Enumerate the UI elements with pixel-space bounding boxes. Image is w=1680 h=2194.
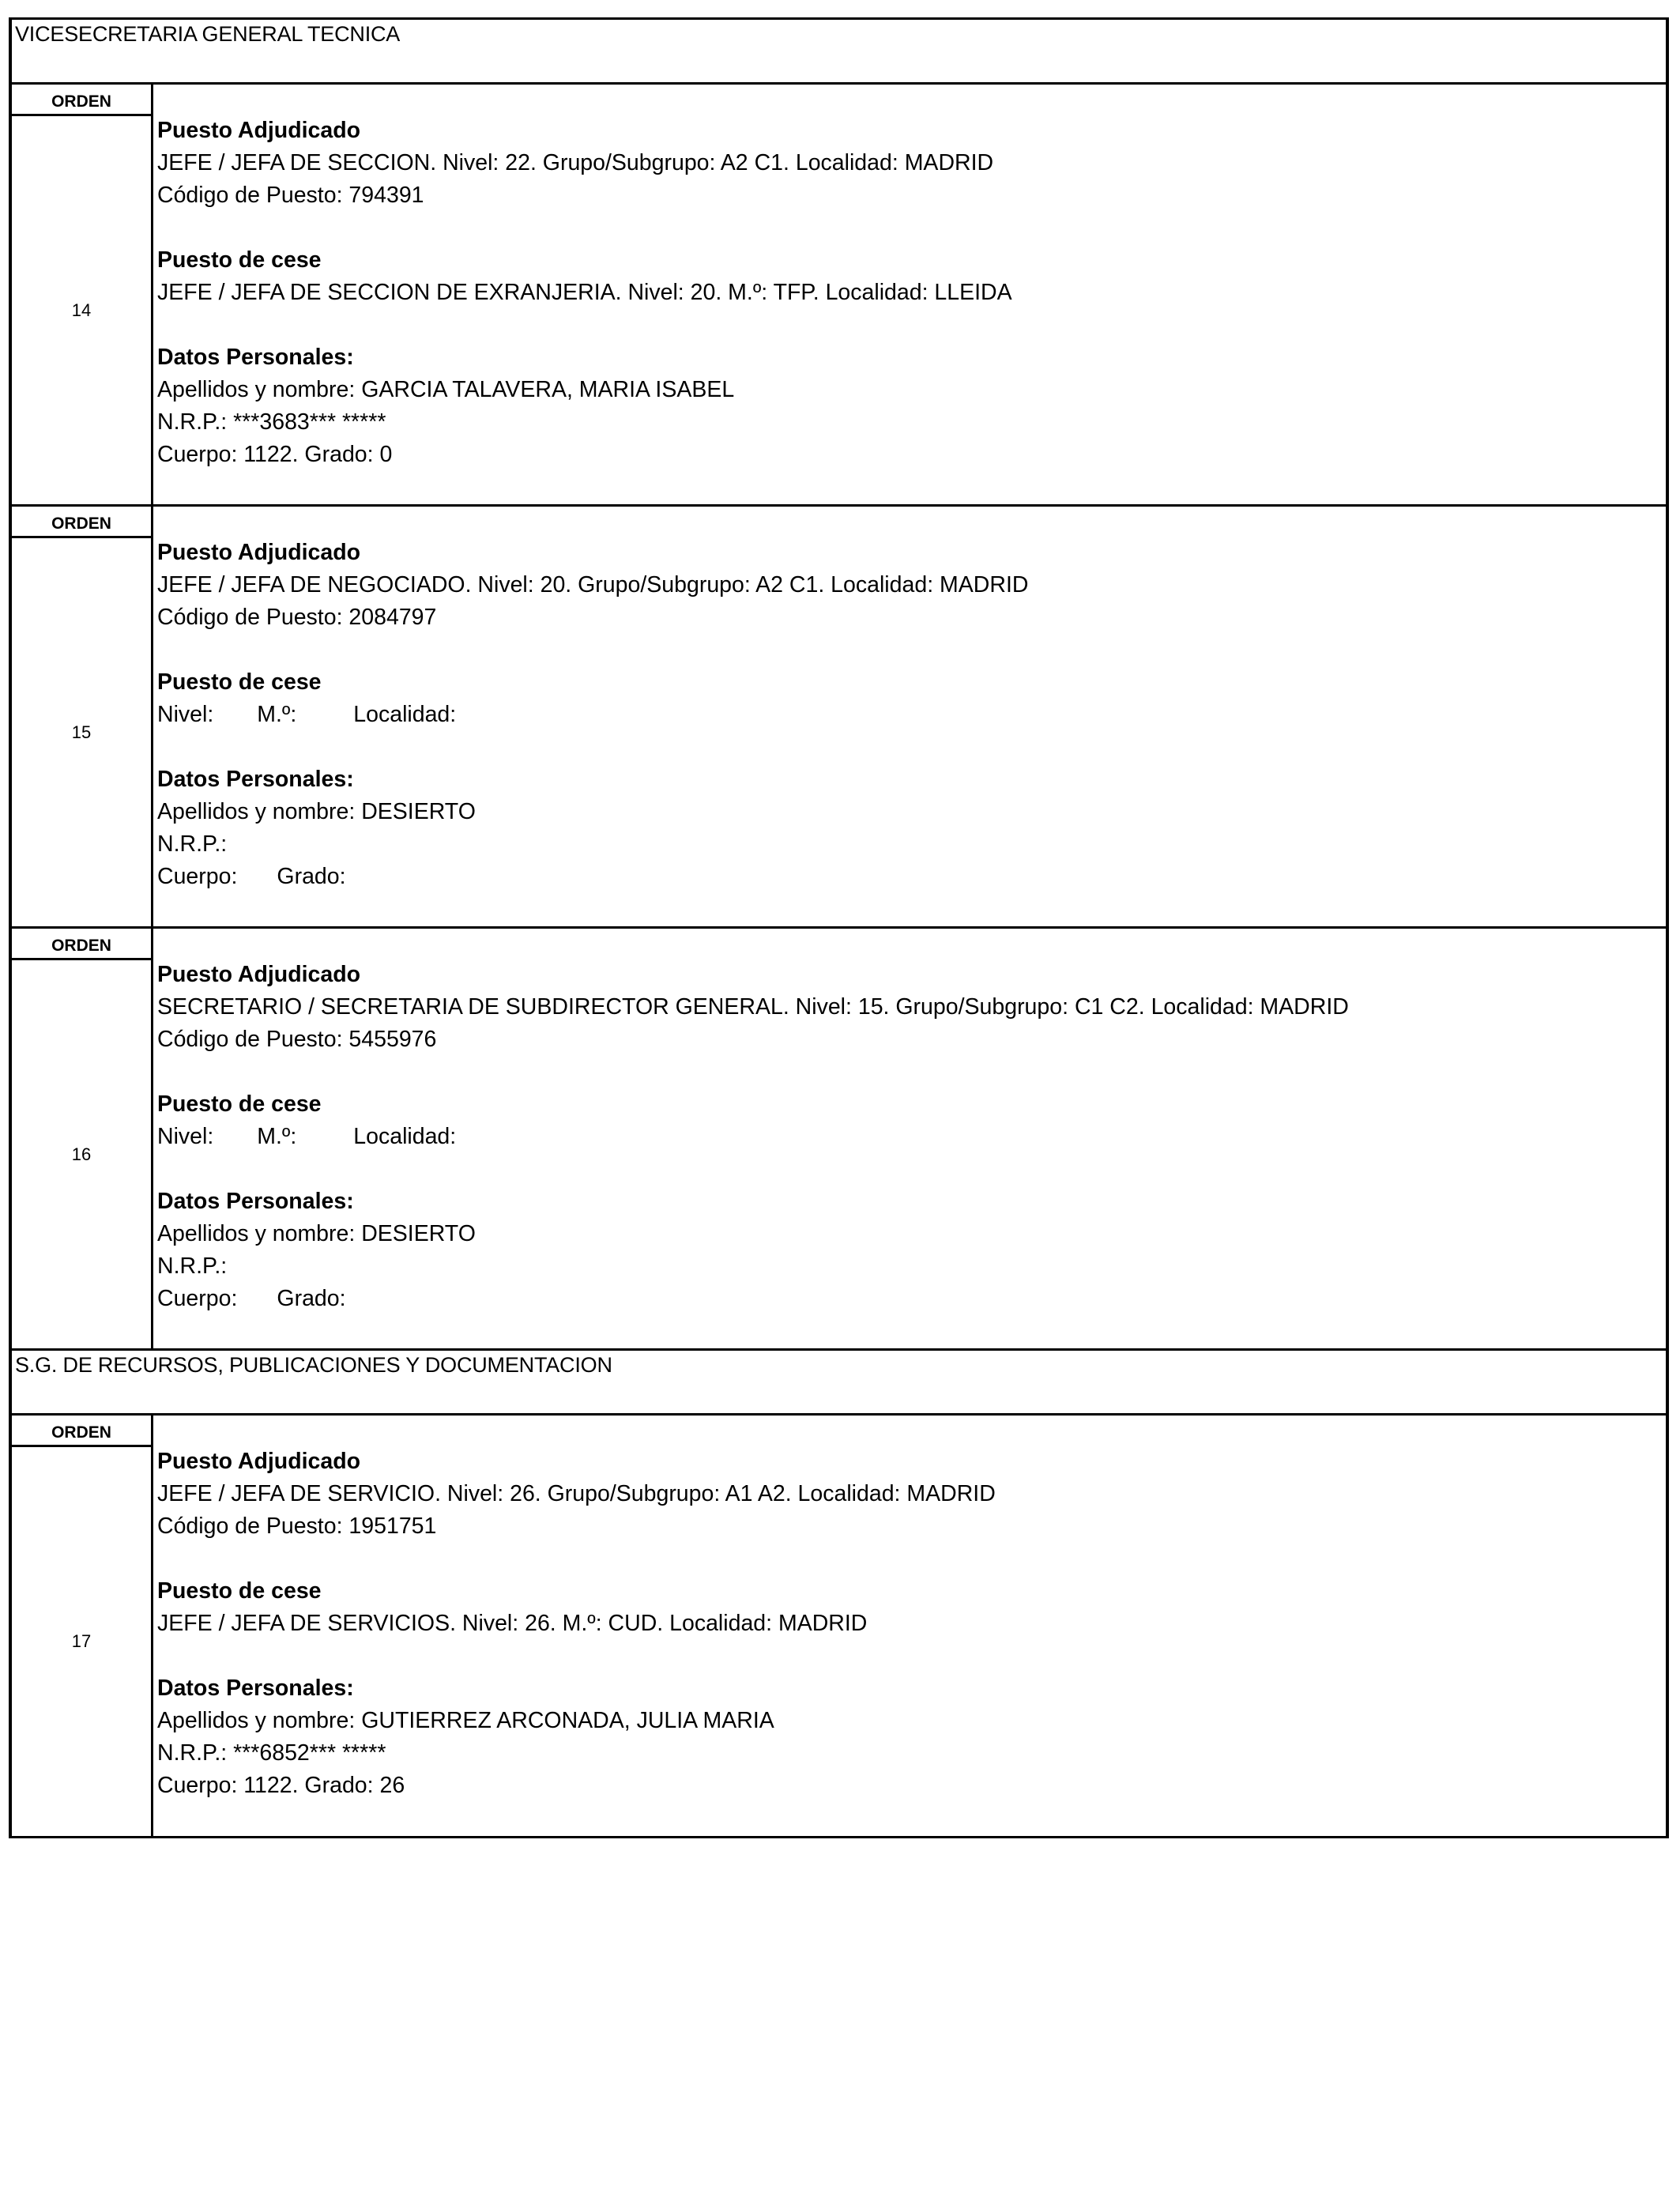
assignment-table [9,17,1669,1838]
datos-personales-block [157,763,1666,893]
cese-position: JEFE / JEFA DE SERVICIOS. Nivel: 26. M.º: CUD. Localidad: MADRID [157,1611,868,1636]
adjudicado-position: JEFE / JEFA DE SECCION. Nivel: 22. Grupo/Subgrupo: A2 C1. Localidad: MADRID [157,150,994,175]
puesto-cese-block [157,1575,1666,1640]
adjudicado-code: Código de Puesto: 1951751 [157,1514,437,1539]
adjudicado-position: SECRETARIO / SECRETARIA DE SUBDIRECTOR GENERAL. Nivel: 15. Grupo/Subgrupo: C1 C2. Localidad: MADRID [157,994,1349,1020]
assignment-entry [12,507,1666,929]
assignment-entry [12,85,1666,507]
person-name: Apellidos y nombre: DESIERTO [157,1221,476,1246]
orden-number: 17 [71,1631,92,1651]
datos-personales-block [157,1672,1666,1802]
cese-position [157,1121,1666,1153]
entry-details [153,507,1666,926]
adjudicado-code: Código de Puesto: 2084797 [157,605,437,630]
puesto-cese-block [157,244,1666,309]
adjudicado-code: Código de Puesto: 5455976 [157,1027,437,1052]
orden-number: 16 [71,1144,92,1164]
adjudicado-code: Código de Puesto: 794391 [157,183,424,208]
cuerpo-label: Cuerpo: [157,864,238,889]
cese-localidad: Localidad: [353,1124,457,1149]
person-cuerpo: Cuerpo: 1122. Grado: 0 [157,442,393,467]
orden-number: 15 [71,722,92,742]
person-cuerpo [157,1283,1666,1315]
orden-label: ORDEN [12,1416,151,1447]
assignment-entry [12,929,1666,1351]
puesto-cese-block [157,1088,1666,1153]
section-header [12,1351,1666,1416]
cese-heading: Puesto de cese [157,669,322,695]
section-title: S.G. DE RECURSOS, PUBLICACIONES Y DOCUMENTACION [15,1353,612,1377]
adjudicado-position: JEFE / JEFA DE NEGOCIADO. Nivel: 20. Grupo/Subgrupo: A2 C1. Localidad: MADRID [157,572,1029,598]
person-name: Apellidos y nombre: GUTIERREZ ARCONADA, JULIA MARIA [157,1708,774,1733]
section-header [12,20,1666,85]
puesto-adjudicado-block [157,115,1666,212]
datos-personales-block [157,1186,1666,1315]
puesto-cese-block [157,666,1666,731]
orden-column [12,929,153,1348]
cese-ministerio: M.º: [257,1124,297,1149]
cese-localidad: Localidad: [353,702,457,727]
cese-position: JEFE / JEFA DE SECCION DE EXRANJERIA. Nivel: 20. M.º: TFP. Localidad: LLEIDA [157,280,1012,305]
cuerpo-label: Cuerpo: [157,1286,238,1311]
grado-label: Grado: [277,1286,346,1311]
adjudicado-heading: Puesto Adjudicado [157,540,361,565]
grado-label: Grado: [277,864,346,889]
cese-nivel: Nivel: [157,1124,214,1149]
personales-heading: Datos Personales: [157,1189,354,1214]
adjudicado-heading: Puesto Adjudicado [157,1449,361,1474]
cese-heading: Puesto de cese [157,1091,322,1117]
puesto-adjudicado-block [157,537,1666,634]
cese-position [157,699,1666,731]
person-name: Apellidos y nombre: GARCIA TALAVERA, MARIA ISABEL [157,377,735,402]
personales-heading: Datos Personales: [157,345,354,370]
person-cuerpo: Cuerpo: 1122. Grado: 26 [157,1773,405,1798]
orden-label: ORDEN [12,929,151,960]
person-nrp: N.R.P.: ***6852*** ***** [157,1740,386,1766]
orden-column [12,507,153,926]
entry-details [153,85,1666,504]
entry-details [153,929,1666,1348]
section-title: VICESECRETARIA GENERAL TECNICA [15,22,401,46]
orden-label: ORDEN [12,507,151,538]
cese-ministerio: M.º: [257,702,297,727]
datos-personales-block [157,341,1666,471]
cese-nivel: Nivel: [157,702,214,727]
personales-heading: Datos Personales: [157,1676,354,1701]
orden-column [12,85,153,504]
cese-heading: Puesto de cese [157,247,322,273]
puesto-adjudicado-block [157,959,1666,1056]
person-nrp: N.R.P.: [157,831,228,857]
cese-heading: Puesto de cese [157,1578,322,1604]
person-nrp: N.R.P.: [157,1253,228,1279]
person-nrp: N.R.P.: ***3683*** ***** [157,409,386,435]
adjudicado-position: JEFE / JEFA DE SERVICIO. Nivel: 26. Grupo/Subgrupo: A1 A2. Localidad: MADRID [157,1481,996,1506]
personales-heading: Datos Personales: [157,767,354,792]
orden-column [12,1416,153,1836]
orden-label: ORDEN [12,85,151,116]
assignment-entry [12,1416,1666,1836]
adjudicado-heading: Puesto Adjudicado [157,962,361,987]
person-name: Apellidos y nombre: DESIERTO [157,799,476,824]
puesto-adjudicado-block [157,1446,1666,1543]
orden-number: 14 [71,300,92,320]
person-cuerpo [157,861,1666,893]
entry-details [153,1416,1666,1836]
adjudicado-heading: Puesto Adjudicado [157,118,361,143]
